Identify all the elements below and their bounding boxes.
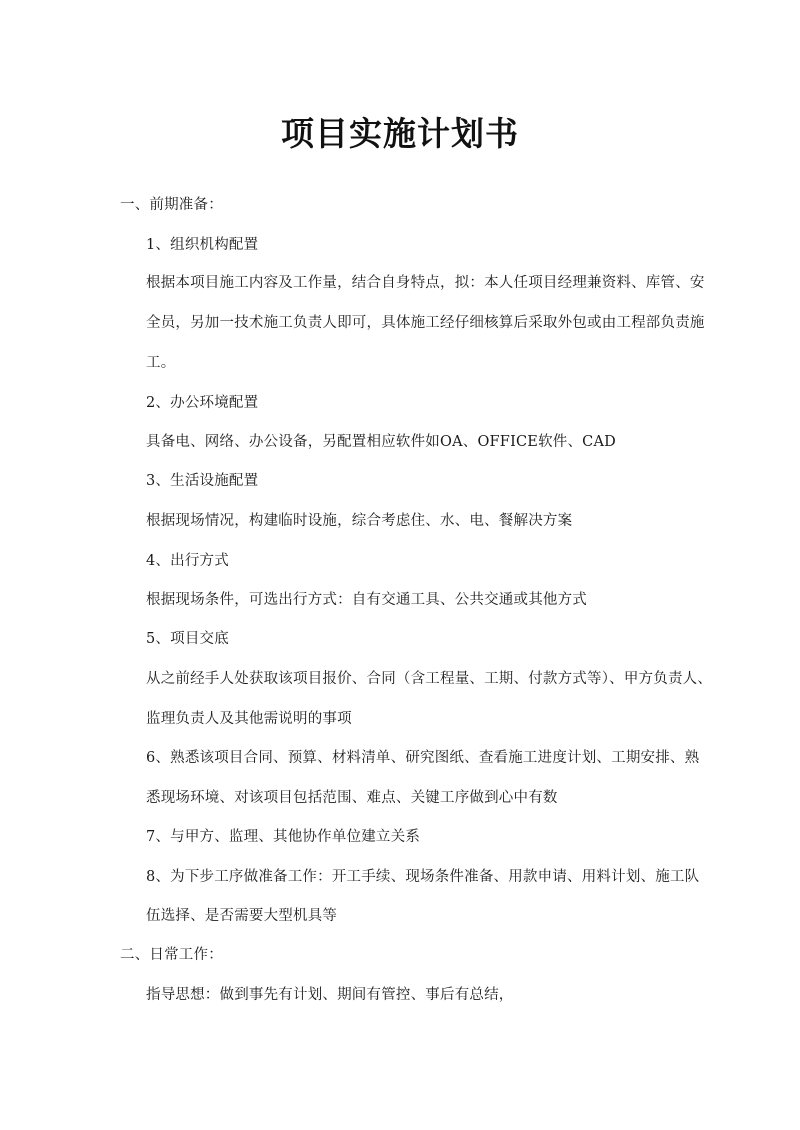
paragraph-line: 全员，另加一技术施工负责人即可，具体施工经仔细核算后采取外包或由工程部负责施	[146, 315, 705, 331]
section-heading: 二、日常工作：	[120, 947, 223, 963]
paragraph-line: 根据现场情况，构建临时设施，综合考虑住、水、电、餐解决方案	[146, 513, 573, 529]
paragraph-line: 指导思想：做到事先有计划、期间有管控、事后有总结，	[146, 987, 514, 1003]
paragraph-line: 伍选择、是否需要大型机具等	[146, 908, 338, 924]
paragraph-line: 2、办公环境配置	[146, 395, 259, 411]
paragraph-line: 监理负责人及其他需说明的事项	[146, 711, 352, 727]
paragraph-line: 工。	[146, 355, 176, 371]
paragraph-line: 根据现场条件，可选出行方式：自有交通工具、公共交通或其他方式	[146, 592, 587, 608]
paragraph-line: 1、组织机构配置	[146, 237, 259, 253]
paragraph-line: 根据本项目施工内容及工作量，结合自身特点，拟：本人任项目经理兼资料、库管、安	[146, 275, 705, 291]
paragraph-line: 悉现场环境、对该项目包括范围、难点、关键工序做到心中有数	[146, 790, 558, 806]
paragraph-line: 6、熟悉该项目合同、预算、材料清单、研究图纸、查看施工进度计划、工期安排、熟	[146, 750, 700, 766]
section-heading: 一、前期准备：	[120, 197, 223, 213]
paragraph-line: 7、与甲方、监理、其他协作单位建立关系	[146, 829, 421, 845]
document-title: 项目实施计划书	[281, 114, 519, 153]
paragraph-line: 5、项目交底	[146, 631, 229, 647]
paragraph-line: 4、出行方式	[146, 553, 229, 569]
paragraph-line: 具备电、网络、办公设备，另配置相应软件如OA、OFFICE软件、CAD	[146, 434, 616, 450]
paragraph-line: 从之前经手人处获取该项目报价、合同（含工程量、工期、付款方式等）、甲方负责人、	[146, 671, 713, 687]
paragraph-line: 8、为下步工序做准备工作：开工手续、现场条件准备、用款申请、用料计划、施工队	[146, 869, 700, 885]
paragraph-line: 3、生活设施配置	[146, 473, 259, 489]
